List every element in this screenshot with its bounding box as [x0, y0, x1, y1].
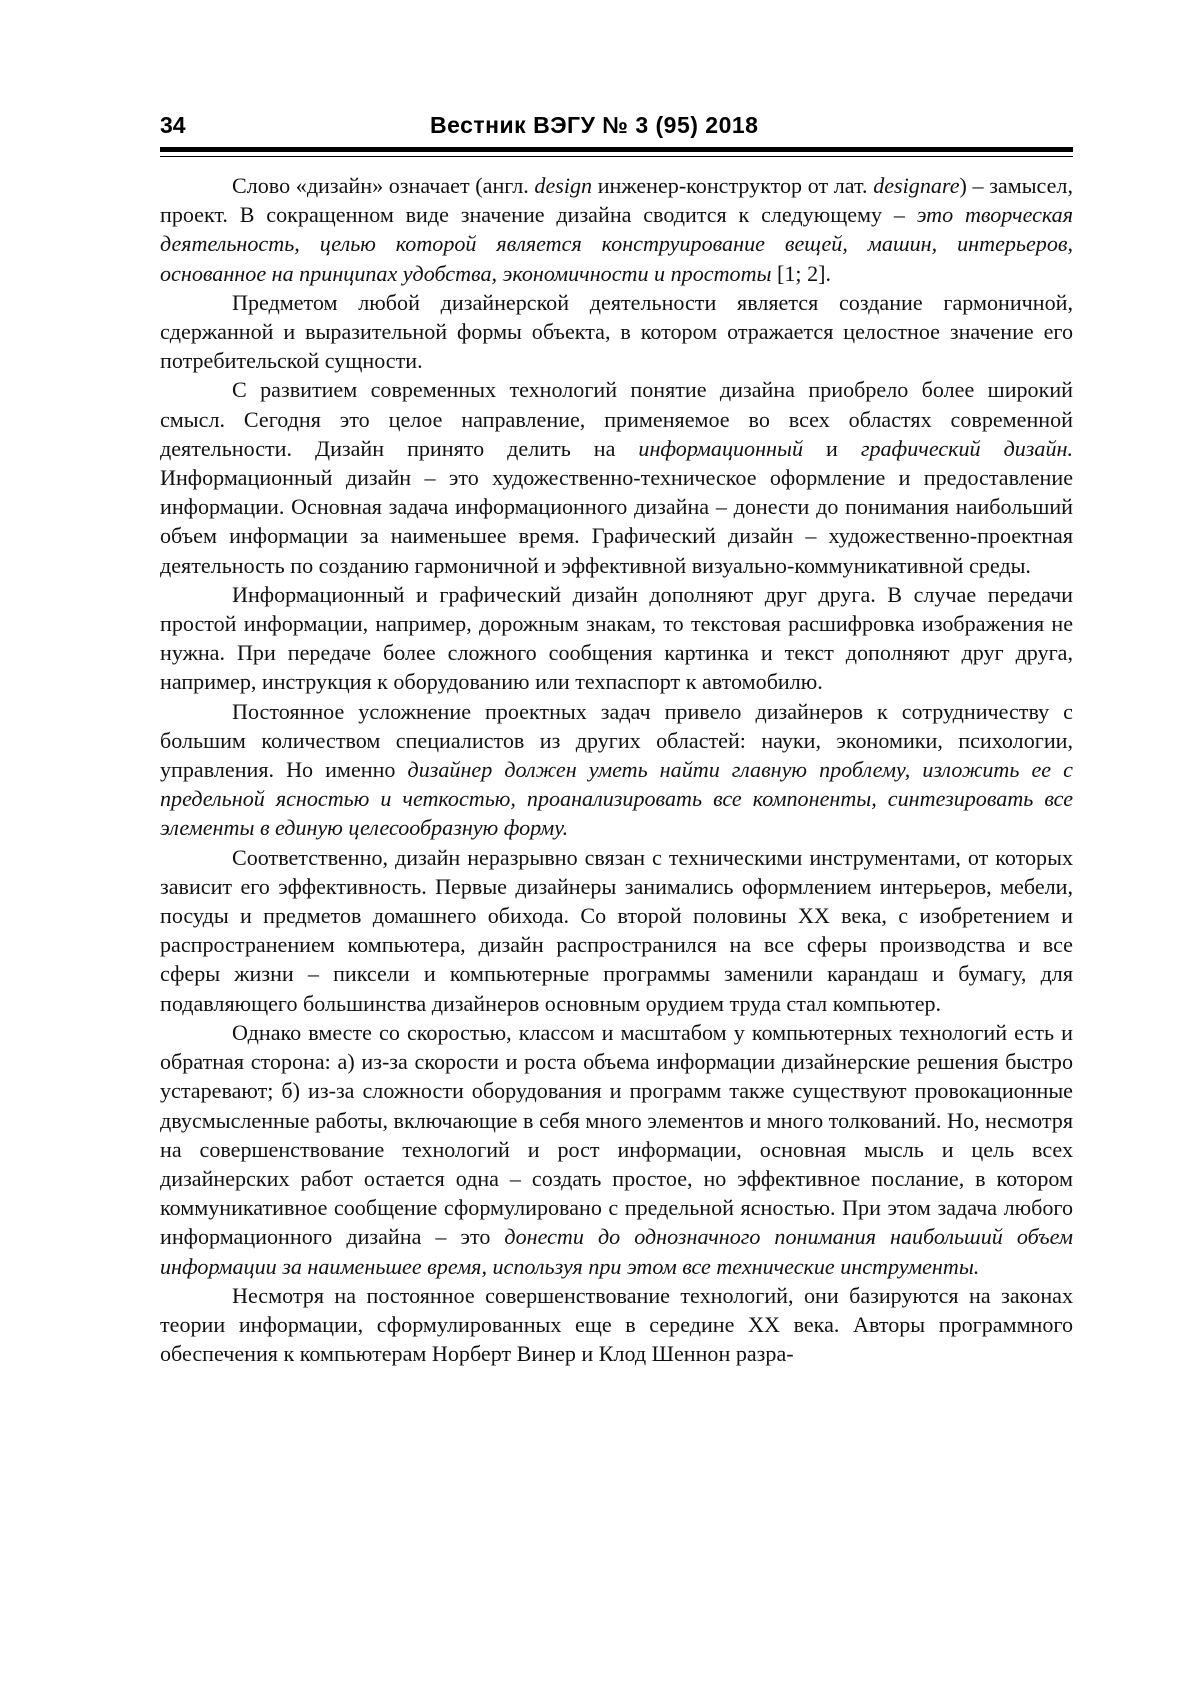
italic-text: designare	[873, 173, 960, 198]
paragraph	[160, 375, 1073, 579]
italic-text: графический дизайн.	[860, 435, 1073, 461]
journal-title: Вестник ВЭГУ № 3 (95) 2018	[430, 112, 759, 138]
paragraph	[160, 171, 1073, 288]
text-run: [1; 2].	[771, 260, 832, 286]
text-run: Постоянное усложнение проектных задач привело дизайнеров к сотрудничеству с большим количеством специалистов из других областей: науки, экономики, психологии, управления. Но именно	[160, 698, 1073, 783]
italic-text: design	[534, 173, 593, 198]
text-run: С развитием современных технологий понятие дизайна приобрело более широкий смысл. Сегодня это целое направление, применяемое во всех областях современной деятельности. Дизайн принято делить на	[160, 377, 1073, 461]
text-run: Информационный дизайн – это художественно-техническое оформление и предоставление информации. Основная задача информационного дизайна – донести до понимания наибольший объем информации за наименьшее время. Графический дизайн – художественно-проектная деятельность по созданию гармоничной и эффективной визуально-коммуникативной среды.	[160, 465, 1073, 578]
text-run: инженер-конструктор от лат.	[592, 173, 874, 198]
paragraph	[160, 288, 1073, 376]
paragraph	[160, 843, 1073, 1018]
text-run: Однако вместе со скоростью, классом и масштабом у компьютерных технологий есть и обратная сторона: а) из-за скорости и роста объема информации дизайнерские решения быстро устаревают; б) из-за сложности оборудования и программ также существуют провокационные двусмысленные работы, включающие в себя много элементов и много толкований. Но, несмотря на совершенствование технологий и рост информации, основная мысль и цель всех дизайнерских работ остается одна – создать простое, но эффективное послание, в котором коммуникативное сообщение сформулировано с предельной ясностью. При этом задача любого информационного дизайна – это	[160, 1019, 1073, 1250]
running-header	[160, 112, 1073, 142]
text-run: Предметом любой дизайнерской деятельности является создание гармоничной, сдержанной и выразительной формы объекта, в котором отражается целостное значение его потребительской сущности.	[160, 289, 1073, 374]
paragraph	[160, 580, 1073, 697]
article-body	[160, 171, 1073, 1368]
italic-text: донести до однозначного понимания наибольший объем информации за наименьшее время, используя при этом все технические инструменты.	[160, 1224, 1073, 1279]
page-number: 34	[160, 112, 186, 138]
text-run: Соответственно, дизайн неразрывно связан с техническими инструментами, от которых зависит его эффективность. Первые дизайнеры занимались оформлением интерьеров, мебели, посуды и предметов домашнего обихода. Со второй половины XX века, с изобретением и распространением компьютера, дизайн распространился на все сферы производства и все сферы жизни – пиксели и компьютерные программы заменили карандаш и бумагу, для подавляющего большинства дизайнеров основным орудием труда стал компьютер.	[160, 844, 1073, 1016]
header-rule-thin	[160, 156, 1073, 157]
text-run: ) – замысел, проект. В сокращенном виде значение дизайна сводится к следующему –	[160, 173, 1073, 228]
paragraph	[160, 697, 1073, 843]
text-run: Информационный и графический дизайн дополняют друг друга. В случае передачи простой информации, например, дорожным знакам, то текстовая расшифровка изображения не нужна. При передаче более сложного сообщения картинка и текст дополняют друг друга, например, инструкция к оборудованию или техпаспорт к автомобилю.	[160, 581, 1073, 695]
header-rule-thick	[160, 147, 1073, 152]
text-run: Несмотря на постоянное совершенствование технологий, они базируются на законах теории информации, сформулированных еще в середине XX века. Авторы программного обеспечения к компьютерам Норберт Винер и Клод Шеннон разра-	[160, 1282, 1073, 1367]
paragraph	[160, 1018, 1073, 1281]
text-run: и	[803, 435, 861, 461]
italic-text: дизайнер должен уметь найти главную проблему, изложить ее с предельной ясностью и четкостью, проанализировать все компоненты, синтезировать все элементы в единую целесообразную форму.	[160, 757, 1073, 841]
italic-text: информационный	[638, 435, 804, 461]
paragraph	[160, 1281, 1073, 1369]
italic-text: это творческая деятельность, целью которой является конструирование вещей, машин, интерьеров, основанное на принципах удобства, экономичности и простоты	[160, 202, 1073, 286]
text-run: Слово «дизайн» означает (англ.	[232, 173, 535, 198]
